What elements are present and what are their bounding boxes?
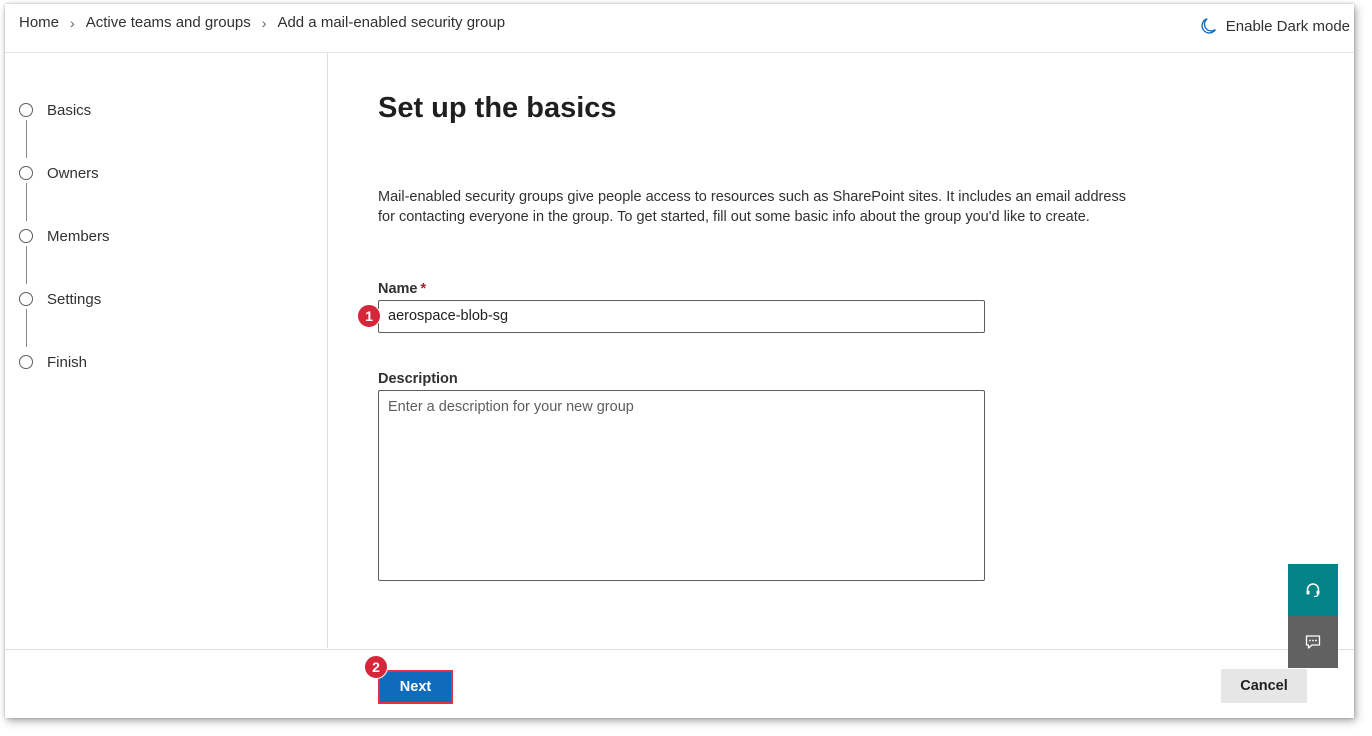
description-field-label: Description bbox=[378, 371, 458, 387]
step-circle-icon bbox=[19, 229, 33, 243]
chat-icon bbox=[1304, 633, 1322, 651]
app-window bbox=[5, 4, 1354, 718]
step-label: Finish bbox=[47, 353, 88, 371]
name-field-label bbox=[378, 281, 426, 297]
name-input[interactable]: aerospace-blob-sg bbox=[378, 300, 985, 333]
breadcrumb bbox=[19, 14, 505, 31]
step-label: Basics bbox=[47, 101, 92, 119]
required-marker: * bbox=[420, 281, 427, 297]
step-circle-icon bbox=[19, 103, 33, 117]
footer-bar bbox=[5, 649, 1354, 718]
chevron-right-icon: › bbox=[70, 14, 75, 31]
headset-icon bbox=[1304, 581, 1322, 599]
next-button[interactable]: Next bbox=[378, 670, 453, 704]
page-title: Set up the basics bbox=[378, 92, 617, 124]
step-label: Members bbox=[47, 227, 110, 245]
dark-mode-toggle[interactable] bbox=[1200, 17, 1350, 35]
page-description: Mail-enabled security groups give people access to resources such as SharePoint sites. It includes an email address for contacting everyone in the group. To get started, fill out some basic info about the group you'd like to create. bbox=[378, 189, 1126, 225]
step-circle-icon bbox=[19, 166, 33, 180]
step-connector bbox=[26, 183, 27, 221]
moon-icon bbox=[1200, 17, 1218, 35]
chevron-right-icon: › bbox=[261, 14, 267, 31]
name-label-text: Name bbox=[378, 281, 418, 297]
step-connector bbox=[26, 246, 27, 284]
dark-mode-label: Enable Dark mode bbox=[1225, 17, 1350, 35]
step-members[interactable] bbox=[19, 226, 110, 246]
step-settings[interactable] bbox=[19, 289, 101, 309]
step-label: Owners bbox=[47, 164, 99, 182]
feedback-button[interactable] bbox=[1288, 616, 1338, 668]
breadcrumb-home[interactable]: Home bbox=[19, 14, 60, 31]
step-owners[interactable] bbox=[19, 163, 99, 183]
annotation-badge-1: 1 bbox=[357, 304, 381, 328]
top-bar bbox=[5, 4, 1354, 53]
step-finish[interactable] bbox=[19, 352, 87, 372]
step-label: Settings bbox=[47, 290, 102, 308]
breadcrumb-current: Add a mail-enabled security group bbox=[277, 14, 506, 31]
wizard-steps bbox=[5, 52, 328, 648]
cancel-button[interactable]: Cancel bbox=[1221, 669, 1307, 703]
description-textarea[interactable]: Enter a description for your new group bbox=[378, 390, 985, 581]
step-connector bbox=[26, 309, 27, 347]
step-circle-icon bbox=[19, 355, 33, 369]
annotation-badge-2: 2 bbox=[364, 655, 388, 679]
step-basics[interactable] bbox=[19, 100, 91, 120]
breadcrumb-active-teams[interactable]: Active teams and groups bbox=[85, 14, 251, 31]
help-button[interactable] bbox=[1288, 564, 1338, 616]
step-connector bbox=[26, 120, 27, 158]
step-circle-icon bbox=[19, 292, 33, 306]
